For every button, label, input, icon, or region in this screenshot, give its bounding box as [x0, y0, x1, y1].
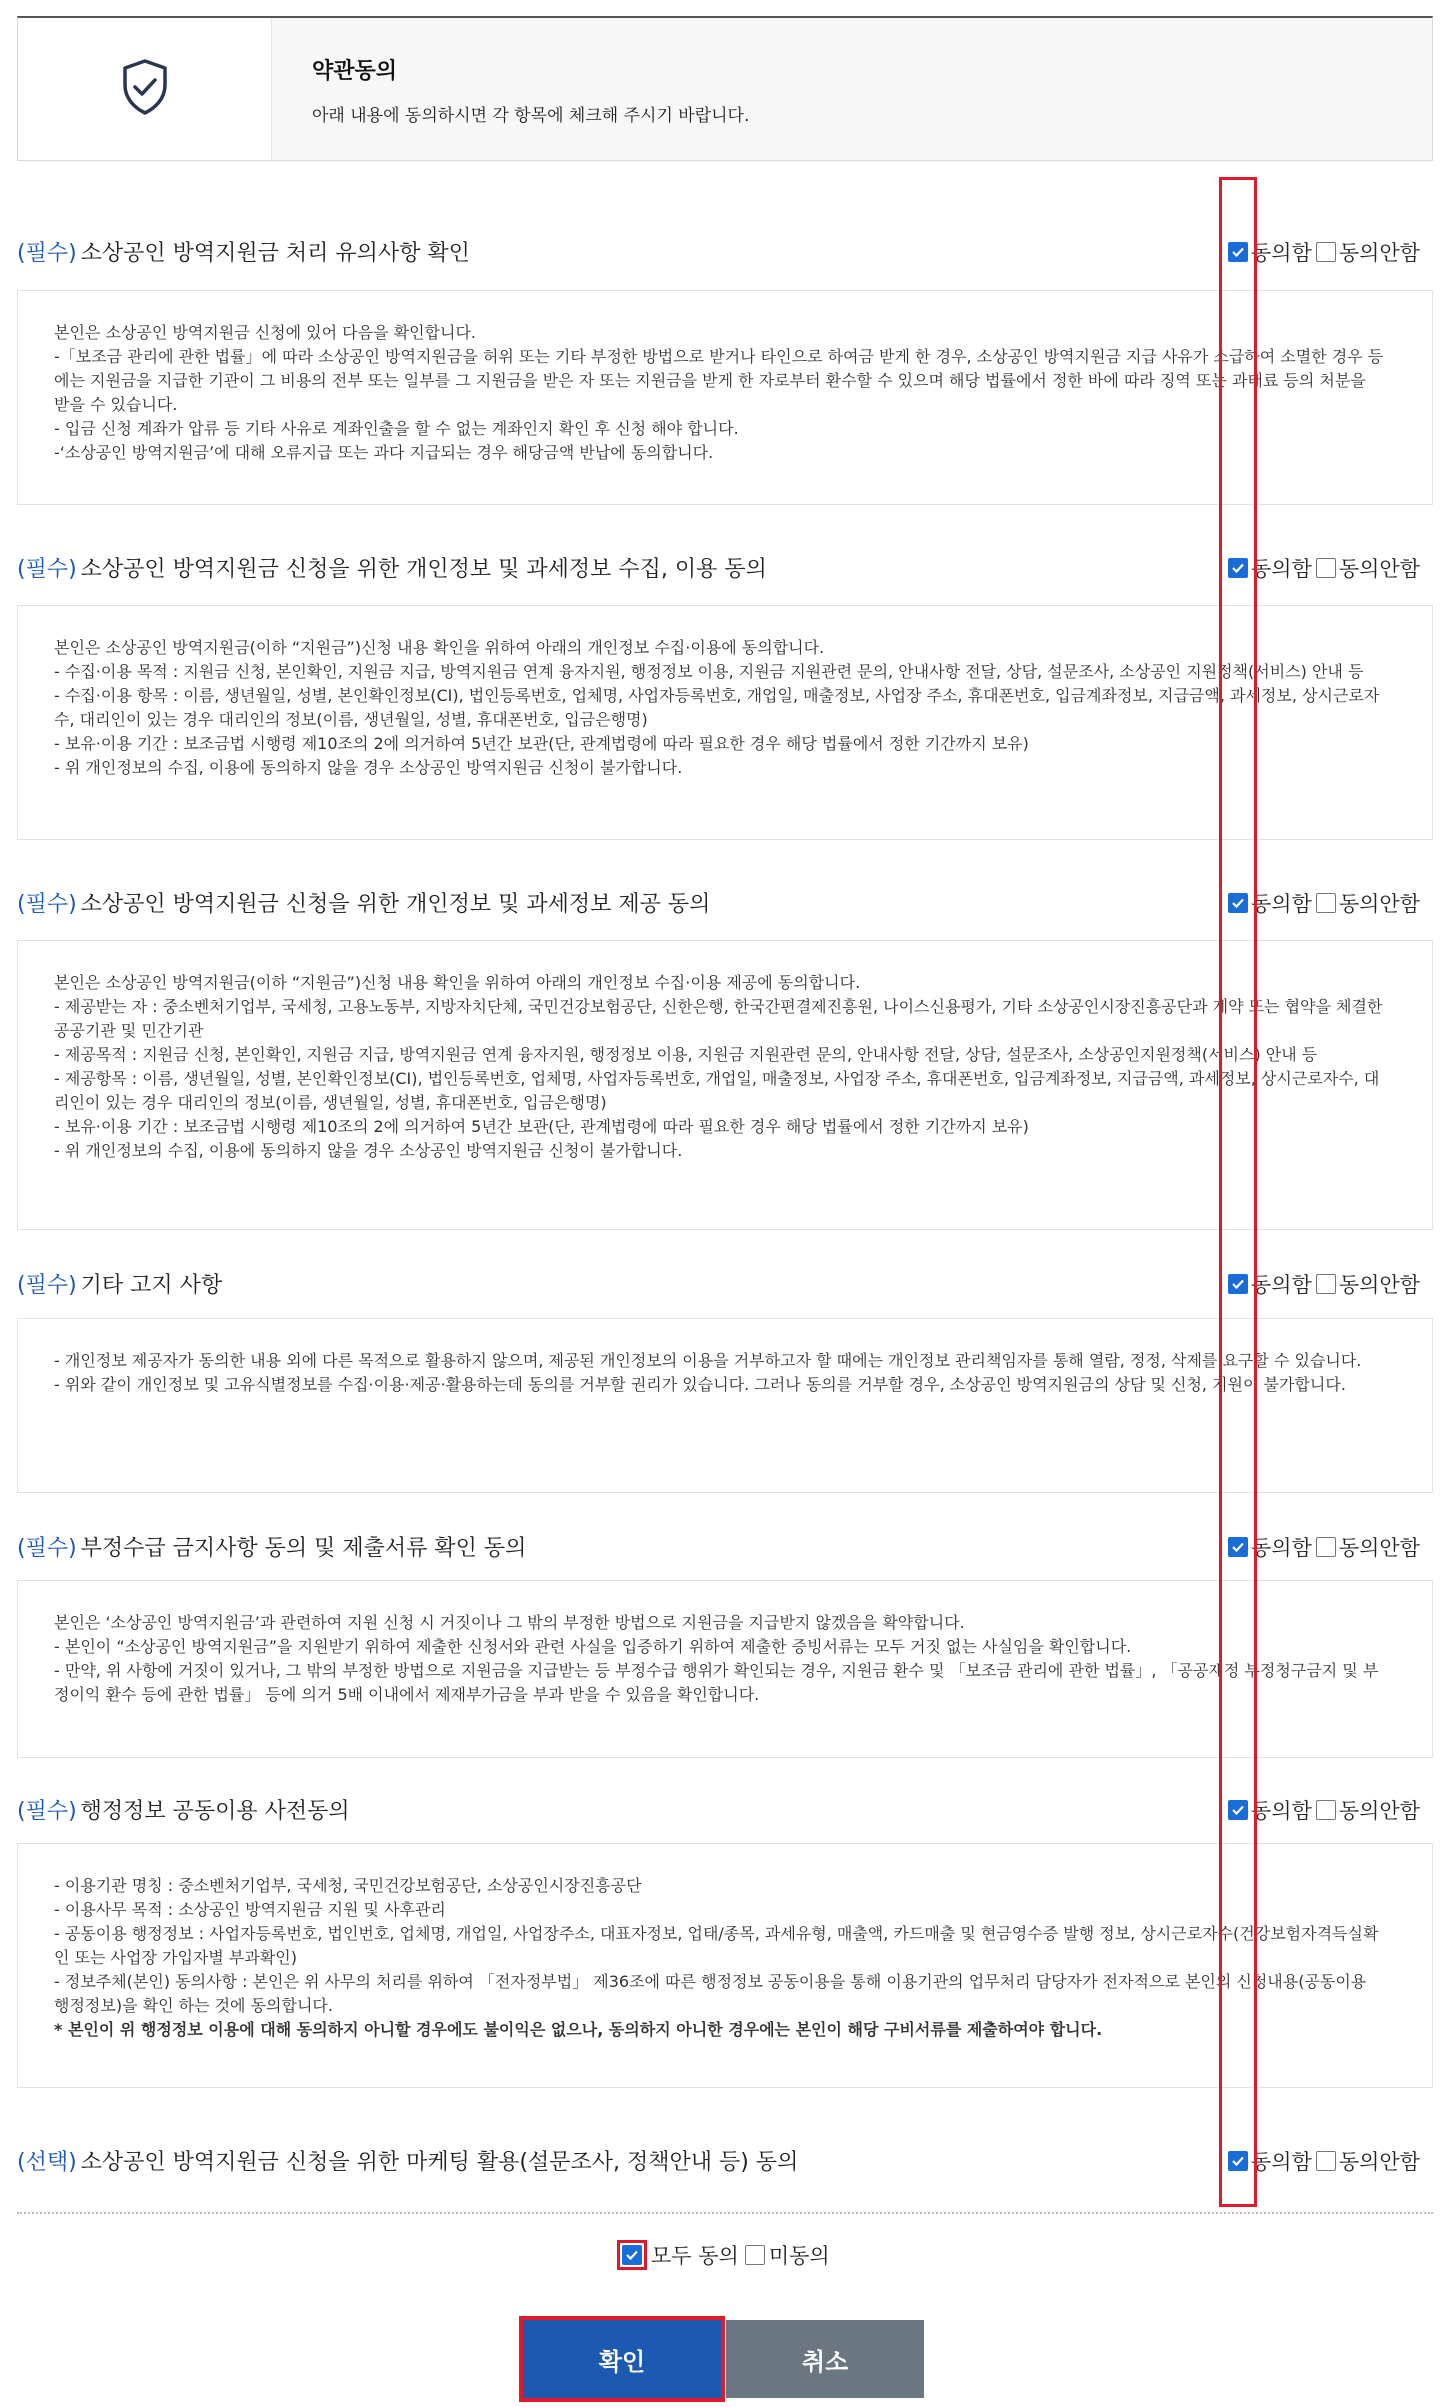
terms-line: - 이용기관 명칭 : 중소벤처기업부, 국세청, 국민건강보험공단, 소상공인시장진흥공단	[54, 1876, 642, 1895]
terms-line: - 공동이용 행정정보 : 사업자등록번호, 법인번호, 업체명, 개업일, 사업장주소, 대표자정보, 업태/종목, 과세유형, 매출액, 카드매출 및 현금영수증 발행 정보, 상시근로자수(건강보험자격득실확인 또는 사업장 가입자별 부과확인)	[54, 1924, 1379, 1967]
agree-options	[1228, 1795, 1433, 1825]
section-title	[17, 552, 767, 583]
disagree-checkbox[interactable]	[1316, 1800, 1336, 1820]
terms-content	[17, 1318, 1433, 1493]
section-title-text: 기타 고지 사항	[80, 1273, 223, 1298]
agree-options	[1228, 553, 1433, 583]
agree-options	[1228, 1269, 1433, 1299]
disagree-checkbox[interactable]	[1316, 242, 1336, 262]
agree-checkbox[interactable]	[1228, 242, 1248, 262]
terms-line: - 보유·이용 기간 : 보조금법 시행령 제10조의 2에 의거하여 5년간 보관(단, 관계법령에 따라 필요한 경우 해당 법률에서 정한 기간까지 보유)	[54, 734, 1029, 753]
all-agree-label[interactable]: 모두 동의	[651, 2244, 739, 2268]
terms-line: - 위 개인정보의 수집, 이용에 동의하지 않을 경우 소상공인 방역지원금 신청이 불가합니다.	[54, 758, 683, 777]
terms-line: - 위 개인정보의 수집, 이용에 동의하지 않을 경우 소상공인 방역지원금 신청이 불가합니다.	[54, 1141, 683, 1160]
terms-line: - 보유·이용 기간 : 보조금법 시행령 제10조의 2에 의거하여 5년간 보관(단, 관계법령에 따라 필요한 경우 해당 법률에서 정한 기간까지 보유)	[54, 1117, 1029, 1136]
terms-line: - 본인이 “소상공인 방역지원금”을 지원받기 위하여 제출한 신청서와 관련 사실을 입증하기 위하여 제출한 증빙서류는 모두 거짓 없는 사실임을 확인합니다.	[54, 1637, 1132, 1656]
terms-line: 본인은 ‘소상공인 방역지원금’과 관련하여 지원 신청 시 거짓이나 그 밖의 부정한 방법으로 지원금을 지급받지 않겠음을 확약합니다.	[54, 1613, 965, 1632]
page-title: 약관동의	[312, 59, 398, 84]
disagree-checkbox[interactable]	[1316, 1274, 1336, 1294]
agree-checkbox[interactable]	[1228, 558, 1248, 578]
terms-line: - 위와 같이 개인정보 및 고유식별정보를 수집·이용·제공·활용하는데 동의를 거부할 권리가 있습니다. 그러나 동의를 거부할 경우, 소상공인 방역지원금의 상담 및 신청, 지원이 불가합니다.	[54, 1375, 1346, 1394]
agree-checkbox[interactable]	[1228, 1274, 1248, 1294]
disagree-label[interactable]: 동의안함	[1338, 241, 1421, 265]
terms-line: - 수집·이용 항목 : 이름, 생년월일, 성별, 본인확인정보(CI), 법인등록번호, 업체명, 사업자등록번호, 개업일, 매출정보, 사업장 주소, 휴대폰번호, 입금계좌정보, 지급금액, 과세정보, 상시근로자수, 대리인이 있는 경우 대리인의 정보(이름, 생년월일, 성별, 휴대폰번호, 입금은행명)	[54, 686, 1380, 729]
header-text-cell	[272, 18, 1432, 160]
all-disagree-label[interactable]: 미동의	[768, 2244, 830, 2268]
all-agree-highlight	[617, 2240, 647, 2270]
section-title	[17, 1268, 222, 1299]
agree-checkbox[interactable]	[1228, 1537, 1248, 1557]
disagree-checkbox[interactable]	[1316, 2151, 1336, 2171]
disagree-label[interactable]: 동의안함	[1338, 1799, 1421, 1823]
section-title	[17, 2145, 798, 2176]
agree-checkbox[interactable]	[1228, 2151, 1248, 2171]
terms-content	[17, 605, 1433, 840]
all-disagree-checkbox[interactable]	[745, 2245, 765, 2265]
agree-label[interactable]: 동의함	[1251, 892, 1312, 916]
section-title-text: 소상공인 방역지원금 처리 유의사항 확인	[80, 241, 470, 266]
cancel-button[interactable]: 취소	[726, 2320, 924, 2398]
required-tag: (필수)	[17, 241, 77, 266]
required-tag: (필수)	[17, 1273, 77, 1298]
agree-options	[1228, 1532, 1433, 1562]
disagree-label[interactable]: 동의안함	[1338, 557, 1421, 581]
disagree-label[interactable]: 동의안함	[1338, 892, 1421, 916]
terms-line: - 제공목적 : 지원금 신청, 본인확인, 지원금 지급, 방역지원금 연계 융자지원, 행정정보 이용, 지원금 지원관련 문의, 안내사항 전달, 상담, 설문조사, 소상공인지원정책(서비스) 안내 등	[54, 1045, 1318, 1064]
section-title-text: 부정수급 금지사항 동의 및 제출서류 확인 동의	[80, 1536, 527, 1561]
terms-line: - 만약, 위 사항에 거짓이 있거나, 그 밖의 부정한 방법으로 지원금을 지급받는 등 부정수급 행위가 확인되는 경우, 지원금 환수 및 「보조금 관리에 관한 법률」, 「공공재정 부정청구금지 및 부정이익 환수 등에 관한 법률」 등에 의거 5배 이내에서 제재부가금을 부과 받을 수 있음을 확인합니다.	[54, 1661, 1379, 1704]
agree-options	[1228, 2146, 1433, 2176]
divider	[17, 2212, 1433, 2214]
terms-line: 본인은 소상공인 방역지원금(이하 “지원금”)신청 내용 확인을 위하여 아래의 개인정보 수집·이용 제공에 동의합니다.	[54, 973, 861, 992]
terms-header	[17, 16, 1433, 161]
terms-content	[17, 1580, 1433, 1758]
optional-tag: (선택)	[17, 2150, 77, 2175]
terms-line: 본인은 소상공인 방역지원금 신청에 있어 다음을 확인합니다.	[54, 323, 477, 342]
section-title	[17, 236, 470, 267]
shield-check-icon	[120, 58, 170, 120]
header-icon-cell	[18, 18, 272, 160]
all-agree-options	[617, 2240, 836, 2270]
agree-label[interactable]: 동의함	[1251, 1799, 1312, 1823]
section-title-text: 소상공인 방역지원금 신청을 위한 개인정보 및 과세정보 수집, 이용 동의	[80, 557, 767, 582]
terms-line: - 개인정보 제공자가 동의한 내용 외에 다른 목적으로 활용하지 않으며, 제공된 개인정보의 이용을 거부하고자 할 때에는 개인정보 관리책임자를 통해 열람, 정정, 삭제를 요구할 수 있습니다.	[54, 1351, 1362, 1370]
required-tag: (필수)	[17, 1536, 77, 1561]
terms-line: - 이용사무 목적 : 소상공인 방역지원금 지원 및 사후관리	[54, 1900, 446, 1919]
terms-line: 본인은 소상공인 방역지원금(이하 “지원금”)신청 내용 확인을 위하여 아래의 개인정보 수집·이용에 동의합니다.	[54, 638, 825, 657]
disagree-label[interactable]: 동의안함	[1338, 1273, 1421, 1297]
terms-line: - 입금 신청 계좌가 압류 등 기타 사유로 계좌인출을 할 수 없는 계좌인지 확인 후 신청 해야 합니다.	[54, 419, 739, 438]
terms-line: -‘소상공인 방역지원금’에 대해 오류지급 또는 과다 지급되는 경우 해당금액 반납에 동의합니다.	[54, 443, 714, 462]
section-title-text: 소상공인 방역지원금 신청을 위한 마케팅 활용(설문조사, 정책안내 등) 동의	[80, 2150, 799, 2175]
agree-checkbox[interactable]	[1228, 1800, 1248, 1820]
section-title-text: 행정정보 공동이용 사전동의	[80, 1799, 350, 1824]
confirm-button[interactable]: 확인	[523, 2320, 721, 2398]
terms-content	[17, 1843, 1433, 2088]
terms-notice: * 본인이 위 행정정보 이용에 대해 동의하지 아니할 경우에도 불이익은 없으나, 동의하지 아니한 경우에는 본인이 해당 구비서류를 제출하여야 합니다.	[54, 2020, 1103, 2039]
agree-label[interactable]: 동의함	[1251, 1536, 1312, 1560]
disagree-checkbox[interactable]	[1316, 558, 1336, 578]
section-title-text: 소상공인 방역지원금 신청을 위한 개인정보 및 과세정보 제공 동의	[80, 892, 711, 917]
terms-line: -「보조금 관리에 관한 법률」에 따라 소상공인 방역지원금을 허위 또는 기타 부정한 방법으로 받거나 타인으로 하여금 받게 한 경우, 소상공인 방역지원금 지급 사유가 소급하여 소멸한 경우 등에는 지원금을 지급한 기관이 그 비용의 전부 또는 일부를 그 지원금을 받은 자 또는 지원금을 받게 한 자로부터 환수할 수 있으며 해당 법률에서 정한 바에 따라 징역 또는 과태료 등의 처분을 받을 수 있습니다.	[54, 347, 1384, 414]
section-title	[17, 887, 710, 918]
disagree-checkbox[interactable]	[1316, 1537, 1336, 1557]
terms-content	[17, 940, 1433, 1230]
agree-checkbox[interactable]	[1228, 893, 1248, 913]
required-tag: (필수)	[17, 892, 77, 917]
agree-options	[1228, 888, 1433, 918]
page-description: 아래 내용에 동의하시면 각 항목에 체크해 주시기 바랍니다.	[312, 106, 750, 126]
terms-line: - 정보주체(본인) 동의사항 : 본인은 위 사무의 처리를 위하여 「전자정부법」 제36조에 따른 행정정보 공동이용을 통해 이용기관의 업무처리 담당자가 전자적으로 본인의 신청내용(공동이용 행정정보)을 확인 하는 것에 동의합니다.	[54, 1972, 1372, 2015]
disagree-label[interactable]: 동의안함	[1338, 1536, 1421, 1560]
agree-label[interactable]: 동의함	[1251, 241, 1312, 265]
agree-options	[1228, 237, 1433, 267]
disagree-checkbox[interactable]	[1316, 893, 1336, 913]
required-tag: (필수)	[17, 557, 77, 582]
terms-line: - 수집·이용 목적 : 지원금 신청, 본인확인, 지원금 지급, 방역지원금 연계 융자지원, 행정정보 이용, 지원금 지원관련 문의, 안내사항 전달, 상담, 설문조사, 소상공인 지원정책(서비스) 안내 등	[54, 662, 1364, 681]
required-tag: (필수)	[17, 1799, 77, 1824]
terms-line: - 제공받는 자 : 중소벤처기업부, 국세청, 고용노동부, 지방자치단체, 국민건강보험공단, 신한은행, 한국간편결제진흥원, 나이스신용평가, 기타 소상공인시장진흥공단과 계약 또는 협약을 체결한 공공기관 및 민간기관	[54, 997, 1388, 1040]
disagree-label[interactable]: 동의안함	[1338, 2150, 1421, 2174]
agree-label[interactable]: 동의함	[1251, 2150, 1312, 2174]
section-title	[17, 1531, 526, 1562]
agree-label[interactable]: 동의함	[1251, 1273, 1312, 1297]
terms-line: - 제공항목 : 이름, 생년월일, 성별, 본인확인정보(CI), 법인등록번호, 업체명, 사업자등록번호, 개업일, 매출정보, 사업장 주소, 휴대폰번호, 입금계좌정보, 지급금액, 과세정보, 상시근로자수, 대리인이 있는 경우 대리인의 정보(이름, 생년월일, 성별, 휴대폰번호, 입금은행명)	[54, 1069, 1380, 1112]
terms-content	[17, 290, 1433, 505]
agree-label[interactable]: 동의함	[1251, 557, 1312, 581]
section-title	[17, 1794, 350, 1825]
all-agree-checkbox[interactable]	[622, 2245, 642, 2265]
